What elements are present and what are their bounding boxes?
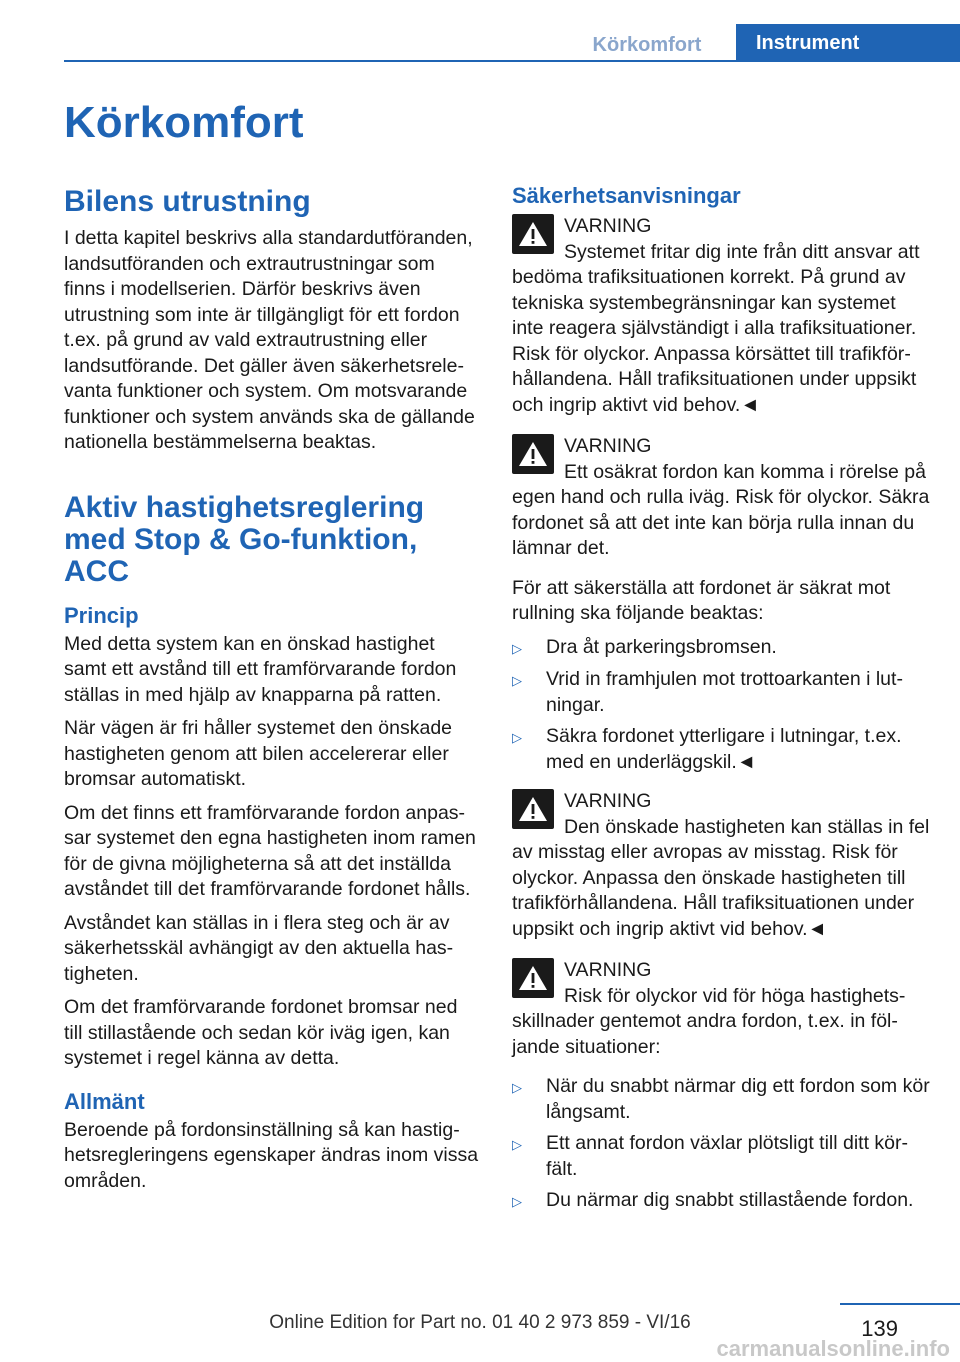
warning-block-3 — [512, 787, 930, 942]
list-item: ▷ Vrid in framhjulen mot trottoarkanten i lutningar. — [512, 667, 930, 718]
warning-triangle-icon — [512, 214, 554, 254]
general-paragraph: Beroende på fordonsinställning så kan hastighetsregleringens egenskaper ändras inom vissa områden. — [64, 1118, 479, 1192]
bullet-triangle-icon: ▷ — [512, 673, 522, 688]
bullet-triangle-icon: ▷ — [512, 1137, 522, 1152]
warning-label: VARNING — [564, 215, 652, 237]
principle-paragraph-4: Avståndet kan ställas in i flera steg och är av säkerhetsskäl avhängigt av den aktuella hastigheten. — [64, 911, 454, 985]
header-rule — [64, 60, 960, 62]
principle-paragraph-1: Med detta system kan en önskad hastighet samt ett avstånd till ett framförvarande fordon ställas in med hjälp av knapparna på ratten. — [64, 632, 457, 706]
list-item: ▷ Dra åt parkeringsbromsen. — [512, 635, 930, 662]
list-item: ▷ Du närmar dig snabbt stillastående fordon. — [512, 1188, 930, 1215]
section-heading-equipment: Bilens utrustning — [64, 185, 311, 218]
list-item: ▷ Säkra fordonet ytterligare i lutningar, t.ex. med en underläggskil.◄ — [512, 724, 930, 775]
edition-note: Online Edition for Part no. 01 40 2 973 859 - VI/16 — [269, 1312, 691, 1333]
warning-triangle-icon — [512, 434, 554, 474]
warning-text: Den önskade hastigheten kan ställas in fel av misstag eller avropas av misstag. Risk för olyckor. Anpassa den önskade hastigheten till trafikförhållandena. Håll trafiksituationen under uppsikt och ingrip aktivt vid behov.◄ — [512, 815, 930, 940]
warning-label: VARNING — [564, 959, 652, 981]
warning-triangle-icon — [512, 789, 554, 829]
left-column — [64, 182, 479, 1202]
list-item: ▷ När du snabbt närmar dig ett fordon som kör långsamt. — [512, 1074, 930, 1125]
subheading-safety: Säkerhetsanvisningar — [512, 183, 741, 208]
warning-text: Risk för olyckor vid för höga hastighetsskillnader gentemot andra fordon, t.ex. in följande situationer: — [512, 984, 906, 1058]
warning-block-4 — [512, 956, 930, 1060]
principle-paragraph-3: Om det finns ett framförvarande fordon anpassar systemet den egna hastigheten inom ramen för de givna möjligheterna så att det inställda avståndet till det framförvarande fordonet hålls. — [64, 801, 476, 900]
speed-difference-list — [512, 1074, 930, 1215]
bullet-triangle-icon: ▷ — [512, 1080, 522, 1095]
bullet-triangle-icon: ▷ — [512, 640, 522, 656]
bullet-triangle-icon: ▷ — [512, 1194, 522, 1209]
footer-rule — [840, 1303, 960, 1305]
rolling-precautions-list — [512, 635, 930, 776]
warning-block-1 — [512, 212, 930, 418]
equipment-paragraph: I detta kapitel beskrivs alla standardutföranden, landsutföranden och extrautrustningar som finns i modellserien. Därför beskrivs även utrustning som inte är tillgängligt för ett fordon t.ex. på grund av vald extrautrustning eller landsutförande. Det gäller även säkerhetsrelevanta funktioner och system. Om motsvarande funktioner och system används ska de gällande nationella bestämmelserna beaktas. — [64, 227, 475, 453]
warning-label: VARNING — [564, 435, 652, 457]
page-title: Körkomfort — [64, 98, 304, 147]
watermark: carmanualsonline.info — [716, 1336, 950, 1361]
subheading-general: Allmänt — [64, 1088, 145, 1114]
right-column — [512, 182, 930, 1223]
list-item: ▷ Ett annat fordon växlar plötsligt till ditt körfält. — [512, 1131, 930, 1182]
subheading-principle: Princip — [64, 602, 139, 628]
warning-label: VARNING — [564, 790, 652, 812]
bullet-triangle-icon: ▷ — [512, 730, 522, 745]
warning-text: Ett osäkrat fordon kan komma i rörelse på egen hand och rulla iväg. Risk för olyckor. Säkra fordonet så att det inte kan börja rulla innan du lämnar det. — [512, 460, 930, 559]
section-tab: Instrument — [736, 24, 960, 62]
warning-triangle-icon — [512, 958, 554, 998]
principle-paragraph-5: Om det framförvarande fordonet bromsar ned till stillastående och sedan kör iväg igen, kan systemet i regel känna av detta. — [64, 996, 458, 1069]
page-number: 139 — [861, 1316, 898, 1341]
rolling-intro-text: För att säkerställa att fordonet är säkrat mot rullning ska följande beaktas: — [512, 576, 891, 624]
principle-paragraph-2: När vägen är fri håller systemet den önskade hastigheten genom att bilen accelererar eller bromsar automatiskt. — [64, 717, 453, 790]
warning-text: Systemet fritar dig inte från ditt ansvar att bedöma trafiksituationen korrekt. På grund av tekniska systembegränsningar kan systemet inte reagera självständigt i alla trafiksituationer. Risk för olyckor. Anpassa körsättet till trafikförhållandena. Håll trafiksituationen under uppsikt och ingrip aktivt vid behov.◄ — [512, 240, 920, 416]
breadcrumb-chapter: Körkomfort — [592, 33, 702, 56]
warning-block-2 — [512, 432, 930, 562]
section-heading-acc: Aktiv hastighetsreglering med Stop & Go-funktion, ACC — [64, 490, 425, 588]
